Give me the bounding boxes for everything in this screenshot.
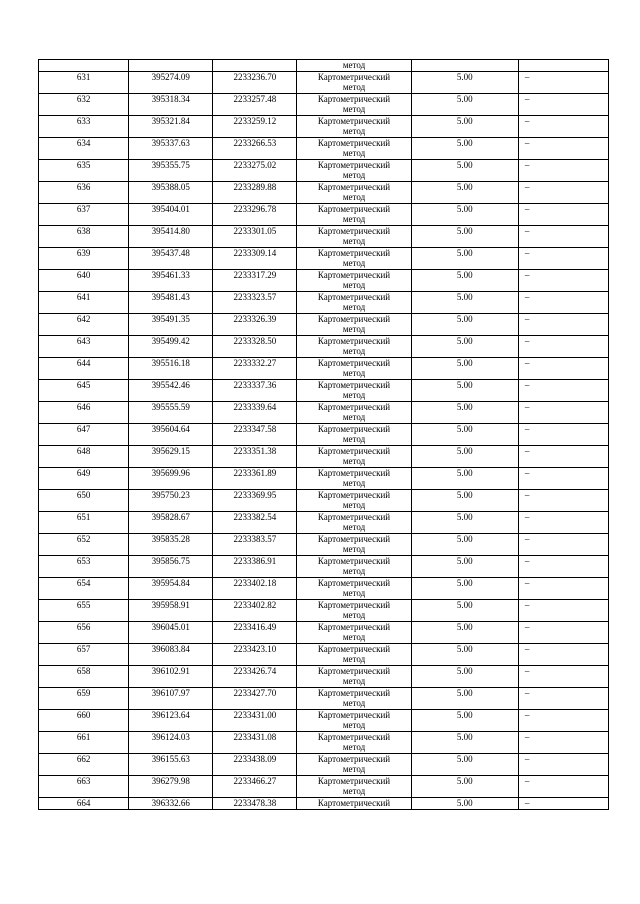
- cell-method: Картометрический метод: [297, 666, 411, 688]
- cell-y-coordinate: 2233326.39: [213, 314, 297, 336]
- cell-method: Картометрический метод: [297, 534, 411, 556]
- cell-accuracy: 5.00: [411, 666, 518, 688]
- cell-x-coordinate: 395499.42: [129, 336, 213, 358]
- cell-accuracy: 5.00: [411, 94, 518, 116]
- cell-method: Картометрический метод: [297, 402, 411, 424]
- cell-accuracy: 5.00: [411, 138, 518, 160]
- cell-x-coordinate: 396279.98: [129, 776, 213, 798]
- table-row: [39, 534, 609, 556]
- cell-method: Картометрический метод: [297, 776, 411, 798]
- cell-method: Картометрический метод: [297, 578, 411, 600]
- cell-x-coordinate: 395481.43: [129, 292, 213, 314]
- cell-x-coordinate: 395337.63: [129, 138, 213, 160]
- table-row: [39, 204, 609, 226]
- cell-method: Картометрический метод: [297, 710, 411, 732]
- cell-accuracy: 5.00: [411, 534, 518, 556]
- cell-y-coordinate: 2233466.27: [213, 776, 297, 798]
- cell-note: –: [518, 754, 608, 776]
- cell-accuracy: [411, 60, 518, 72]
- cell-point-number: 663: [39, 776, 129, 798]
- cell-method: Картометрический метод: [297, 358, 411, 380]
- cell-method: Картометрический метод: [297, 644, 411, 666]
- cell-note: –: [518, 798, 608, 810]
- table-row: [39, 468, 609, 490]
- cell-accuracy: 5.00: [411, 424, 518, 446]
- cell-point-number: 646: [39, 402, 129, 424]
- cell-note: –: [518, 336, 608, 358]
- cell-note: –: [518, 358, 608, 380]
- cell-x-coordinate: 395321.84: [129, 116, 213, 138]
- cell-note: –: [518, 160, 608, 182]
- cell-y-coordinate: 2233431.08: [213, 732, 297, 754]
- cell-method: Картометрический метод: [297, 138, 411, 160]
- cell-point-number: 658: [39, 666, 129, 688]
- table-row: [39, 358, 609, 380]
- cell-note: –: [518, 534, 608, 556]
- cell-y-coordinate: 2233423.10: [213, 644, 297, 666]
- cell-accuracy: 5.00: [411, 336, 518, 358]
- cell-y-coordinate: 2233383.57: [213, 534, 297, 556]
- cell-y-coordinate: 2233431.00: [213, 710, 297, 732]
- cell-x-coordinate: 395542.46: [129, 380, 213, 402]
- cell-point-number: 661: [39, 732, 129, 754]
- cell-x-coordinate: 396102.91: [129, 666, 213, 688]
- cell-y-coordinate: 2233426.74: [213, 666, 297, 688]
- cell-x-coordinate: 396107.97: [129, 688, 213, 710]
- table-row: [39, 710, 609, 732]
- cell-y-coordinate: 2233301.05: [213, 226, 297, 248]
- cell-accuracy: 5.00: [411, 732, 518, 754]
- table-row: [39, 72, 609, 94]
- cell-note: –: [518, 600, 608, 622]
- cell-point-number: 645: [39, 380, 129, 402]
- cell-note: –: [518, 710, 608, 732]
- cell-point-number: 662: [39, 754, 129, 776]
- cell-method: Картометрический метод: [297, 380, 411, 402]
- cell-point-number: 636: [39, 182, 129, 204]
- cell-y-coordinate: 2233328.50: [213, 336, 297, 358]
- cell-point-number: 643: [39, 336, 129, 358]
- cell-point-number: 649: [39, 468, 129, 490]
- cell-point-number: 632: [39, 94, 129, 116]
- table-row: [39, 776, 609, 798]
- cell-note: –: [518, 94, 608, 116]
- cell-point-number: 656: [39, 622, 129, 644]
- cell-x-coordinate: 395555.59: [129, 402, 213, 424]
- cell-method: Картометрический метод: [297, 424, 411, 446]
- table-row: [39, 754, 609, 776]
- cell-method: Картометрический метод: [297, 336, 411, 358]
- cell-method: метод: [297, 60, 411, 72]
- cell-point-number: 650: [39, 490, 129, 512]
- cell-method: Картометрический метод: [297, 116, 411, 138]
- cell-y-coordinate: 2233351.38: [213, 446, 297, 468]
- cell-accuracy: 5.00: [411, 468, 518, 490]
- cell-y-coordinate: 2233386.91: [213, 556, 297, 578]
- cell-point-number: 659: [39, 688, 129, 710]
- cell-method: Картометрический метод: [297, 468, 411, 490]
- cell-method: Картометрический метод: [297, 622, 411, 644]
- cell-point-number: 652: [39, 534, 129, 556]
- cell-method: Картометрический метод: [297, 688, 411, 710]
- cell-point-number: 637: [39, 204, 129, 226]
- cell-method: Картометрический метод: [297, 204, 411, 226]
- cell-x-coordinate: [129, 60, 213, 72]
- cell-note: –: [518, 556, 608, 578]
- table-row: [39, 622, 609, 644]
- cell-accuracy: 5.00: [411, 490, 518, 512]
- cell-x-coordinate: 395856.75: [129, 556, 213, 578]
- cell-y-coordinate: 2233323.57: [213, 292, 297, 314]
- cell-note: –: [518, 446, 608, 468]
- table-row: [39, 336, 609, 358]
- cell-x-coordinate: 396083.84: [129, 644, 213, 666]
- cell-note: –: [518, 270, 608, 292]
- table-row: [39, 446, 609, 468]
- table-row-last: [39, 798, 609, 810]
- table-row: [39, 666, 609, 688]
- table-row: [39, 490, 609, 512]
- cell-point-number: 642: [39, 314, 129, 336]
- cell-accuracy: 5.00: [411, 578, 518, 600]
- table-body: [39, 60, 609, 810]
- cell-x-coordinate: 396332.66: [129, 798, 213, 810]
- cell-x-coordinate: 396124.03: [129, 732, 213, 754]
- cell-accuracy: 5.00: [411, 754, 518, 776]
- cell-note: –: [518, 292, 608, 314]
- cell-method: Картометрический метод: [297, 600, 411, 622]
- cell-y-coordinate: 2233478.38: [213, 798, 297, 810]
- cell-y-coordinate: 2233259.12: [213, 116, 297, 138]
- cell-accuracy: 5.00: [411, 776, 518, 798]
- cell-x-coordinate: 396155.63: [129, 754, 213, 776]
- cell-accuracy: 5.00: [411, 556, 518, 578]
- cell-accuracy: 5.00: [411, 798, 518, 810]
- cell-point-number: 638: [39, 226, 129, 248]
- cell-note: –: [518, 402, 608, 424]
- cell-x-coordinate: 395516.18: [129, 358, 213, 380]
- cell-note: –: [518, 732, 608, 754]
- cell-method: Картометрический метод: [297, 490, 411, 512]
- cell-x-coordinate: 395835.28: [129, 534, 213, 556]
- cell-x-coordinate: 395750.23: [129, 490, 213, 512]
- cell-accuracy: 5.00: [411, 270, 518, 292]
- cell-note: –: [518, 468, 608, 490]
- cell-x-coordinate: 395414.80: [129, 226, 213, 248]
- cell-method: Картометрический метод: [297, 248, 411, 270]
- cell-y-coordinate: 2233236.70: [213, 72, 297, 94]
- cell-accuracy: 5.00: [411, 314, 518, 336]
- cell-method: Картометрический метод: [297, 446, 411, 468]
- table-row: [39, 94, 609, 116]
- table-row: [39, 270, 609, 292]
- cell-y-coordinate: 2233382.54: [213, 512, 297, 534]
- cell-y-coordinate: 2233317.29: [213, 270, 297, 292]
- cell-note: –: [518, 138, 608, 160]
- cell-x-coordinate: 395437.48: [129, 248, 213, 270]
- table-row: [39, 380, 609, 402]
- cell-y-coordinate: 2233361.89: [213, 468, 297, 490]
- cell-accuracy: 5.00: [411, 600, 518, 622]
- cell-accuracy: 5.00: [411, 182, 518, 204]
- cell-note: –: [518, 512, 608, 534]
- cell-method: Картометрический метод: [297, 732, 411, 754]
- table-row: [39, 226, 609, 248]
- cell-point-number: 660: [39, 710, 129, 732]
- table-row: [39, 116, 609, 138]
- cell-note: –: [518, 644, 608, 666]
- cell-point-number: 635: [39, 160, 129, 182]
- cell-point-number: [39, 60, 129, 72]
- cell-x-coordinate: 395388.05: [129, 182, 213, 204]
- table-row: [39, 600, 609, 622]
- cell-point-number: 651: [39, 512, 129, 534]
- table-row: [39, 402, 609, 424]
- cell-x-coordinate: 396123.64: [129, 710, 213, 732]
- cell-y-coordinate: 2233257.48: [213, 94, 297, 116]
- coordinates-table: [38, 59, 609, 810]
- cell-accuracy: 5.00: [411, 446, 518, 468]
- cell-y-coordinate: 2233347.58: [213, 424, 297, 446]
- cell-method: Картометрический метод: [297, 292, 411, 314]
- cell-point-number: 641: [39, 292, 129, 314]
- cell-y-coordinate: 2233296.78: [213, 204, 297, 226]
- cell-note: –: [518, 248, 608, 270]
- cell-method: Картометрический метод: [297, 556, 411, 578]
- table-row: [39, 160, 609, 182]
- table-row: [39, 182, 609, 204]
- table-row: [39, 424, 609, 446]
- cell-method: Картометрический метод: [297, 754, 411, 776]
- cell-x-coordinate: 395274.09: [129, 72, 213, 94]
- cell-point-number: 648: [39, 446, 129, 468]
- cell-method: Картометрический метод: [297, 94, 411, 116]
- cell-accuracy: 5.00: [411, 160, 518, 182]
- cell-note: –: [518, 666, 608, 688]
- cell-y-coordinate: 2233266.53: [213, 138, 297, 160]
- cell-x-coordinate: 395318.34: [129, 94, 213, 116]
- cell-method: Картометрический метод: [297, 512, 411, 534]
- table-row: [39, 138, 609, 160]
- cell-accuracy: 5.00: [411, 402, 518, 424]
- cell-point-number: 639: [39, 248, 129, 270]
- cell-note: –: [518, 314, 608, 336]
- cell-note: –: [518, 380, 608, 402]
- cell-point-number: 644: [39, 358, 129, 380]
- cell-y-coordinate: 2233402.82: [213, 600, 297, 622]
- cell-method: Картометрический метод: [297, 226, 411, 248]
- cell-accuracy: 5.00: [411, 204, 518, 226]
- table-row: [39, 314, 609, 336]
- cell-point-number: 640: [39, 270, 129, 292]
- table-row: [39, 732, 609, 754]
- cell-point-number: 664: [39, 798, 129, 810]
- cell-accuracy: 5.00: [411, 226, 518, 248]
- cell-note: –: [518, 424, 608, 446]
- cell-accuracy: 5.00: [411, 72, 518, 94]
- cell-x-coordinate: 395355.75: [129, 160, 213, 182]
- cell-note: –: [518, 490, 608, 512]
- table-row: [39, 578, 609, 600]
- cell-accuracy: 5.00: [411, 644, 518, 666]
- cell-accuracy: 5.00: [411, 248, 518, 270]
- cell-accuracy: 5.00: [411, 116, 518, 138]
- cell-note: –: [518, 72, 608, 94]
- cell-note: –: [518, 182, 608, 204]
- cell-accuracy: 5.00: [411, 512, 518, 534]
- cell-y-coordinate: 2233402.18: [213, 578, 297, 600]
- cell-x-coordinate: 395604.64: [129, 424, 213, 446]
- cell-method: Картометрический метод: [297, 160, 411, 182]
- cell-y-coordinate: 2233289.88: [213, 182, 297, 204]
- cell-y-coordinate: 2233369.95: [213, 490, 297, 512]
- cell-method: Картометрический: [297, 798, 411, 810]
- cell-point-number: 657: [39, 644, 129, 666]
- cell-x-coordinate: 396045.01: [129, 622, 213, 644]
- table-row: [39, 644, 609, 666]
- cell-y-coordinate: 2233438.09: [213, 754, 297, 776]
- cell-y-coordinate: 2233416.49: [213, 622, 297, 644]
- cell-y-coordinate: [213, 60, 297, 72]
- cell-note: –: [518, 204, 608, 226]
- cell-point-number: 631: [39, 72, 129, 94]
- table-row: [39, 512, 609, 534]
- table-row: [39, 556, 609, 578]
- cell-x-coordinate: 395958.91: [129, 600, 213, 622]
- cell-method: Картометрический метод: [297, 314, 411, 336]
- cell-accuracy: 5.00: [411, 380, 518, 402]
- cell-y-coordinate: 2233427.70: [213, 688, 297, 710]
- cell-point-number: 653: [39, 556, 129, 578]
- cell-y-coordinate: 2233339.64: [213, 402, 297, 424]
- cell-x-coordinate: 395828.67: [129, 512, 213, 534]
- cell-point-number: 634: [39, 138, 129, 160]
- cell-point-number: 654: [39, 578, 129, 600]
- cell-note: –: [518, 578, 608, 600]
- cell-y-coordinate: 2233309.14: [213, 248, 297, 270]
- cell-point-number: 655: [39, 600, 129, 622]
- cell-note: [518, 60, 608, 72]
- table-row: [39, 292, 609, 314]
- cell-accuracy: 5.00: [411, 710, 518, 732]
- continued-row: [39, 60, 609, 72]
- cell-note: –: [518, 226, 608, 248]
- cell-y-coordinate: 2233337.36: [213, 380, 297, 402]
- cell-x-coordinate: 395461.33: [129, 270, 213, 292]
- cell-x-coordinate: 395629.15: [129, 446, 213, 468]
- cell-x-coordinate: 395699.96: [129, 468, 213, 490]
- cell-accuracy: 5.00: [411, 358, 518, 380]
- table-row: [39, 248, 609, 270]
- cell-accuracy: 5.00: [411, 292, 518, 314]
- cell-method: Картометрический метод: [297, 270, 411, 292]
- table-row: [39, 688, 609, 710]
- cell-accuracy: 5.00: [411, 622, 518, 644]
- cell-x-coordinate: 395954.84: [129, 578, 213, 600]
- cell-method: Картометрический метод: [297, 182, 411, 204]
- cell-note: –: [518, 688, 608, 710]
- cell-y-coordinate: 2233275.02: [213, 160, 297, 182]
- cell-point-number: 633: [39, 116, 129, 138]
- cell-note: –: [518, 776, 608, 798]
- cell-method: Картометрический метод: [297, 72, 411, 94]
- cell-x-coordinate: 395404.01: [129, 204, 213, 226]
- cell-accuracy: 5.00: [411, 688, 518, 710]
- cell-note: –: [518, 622, 608, 644]
- cell-y-coordinate: 2233332.27: [213, 358, 297, 380]
- cell-point-number: 647: [39, 424, 129, 446]
- cell-note: –: [518, 116, 608, 138]
- cell-x-coordinate: 395491.35: [129, 314, 213, 336]
